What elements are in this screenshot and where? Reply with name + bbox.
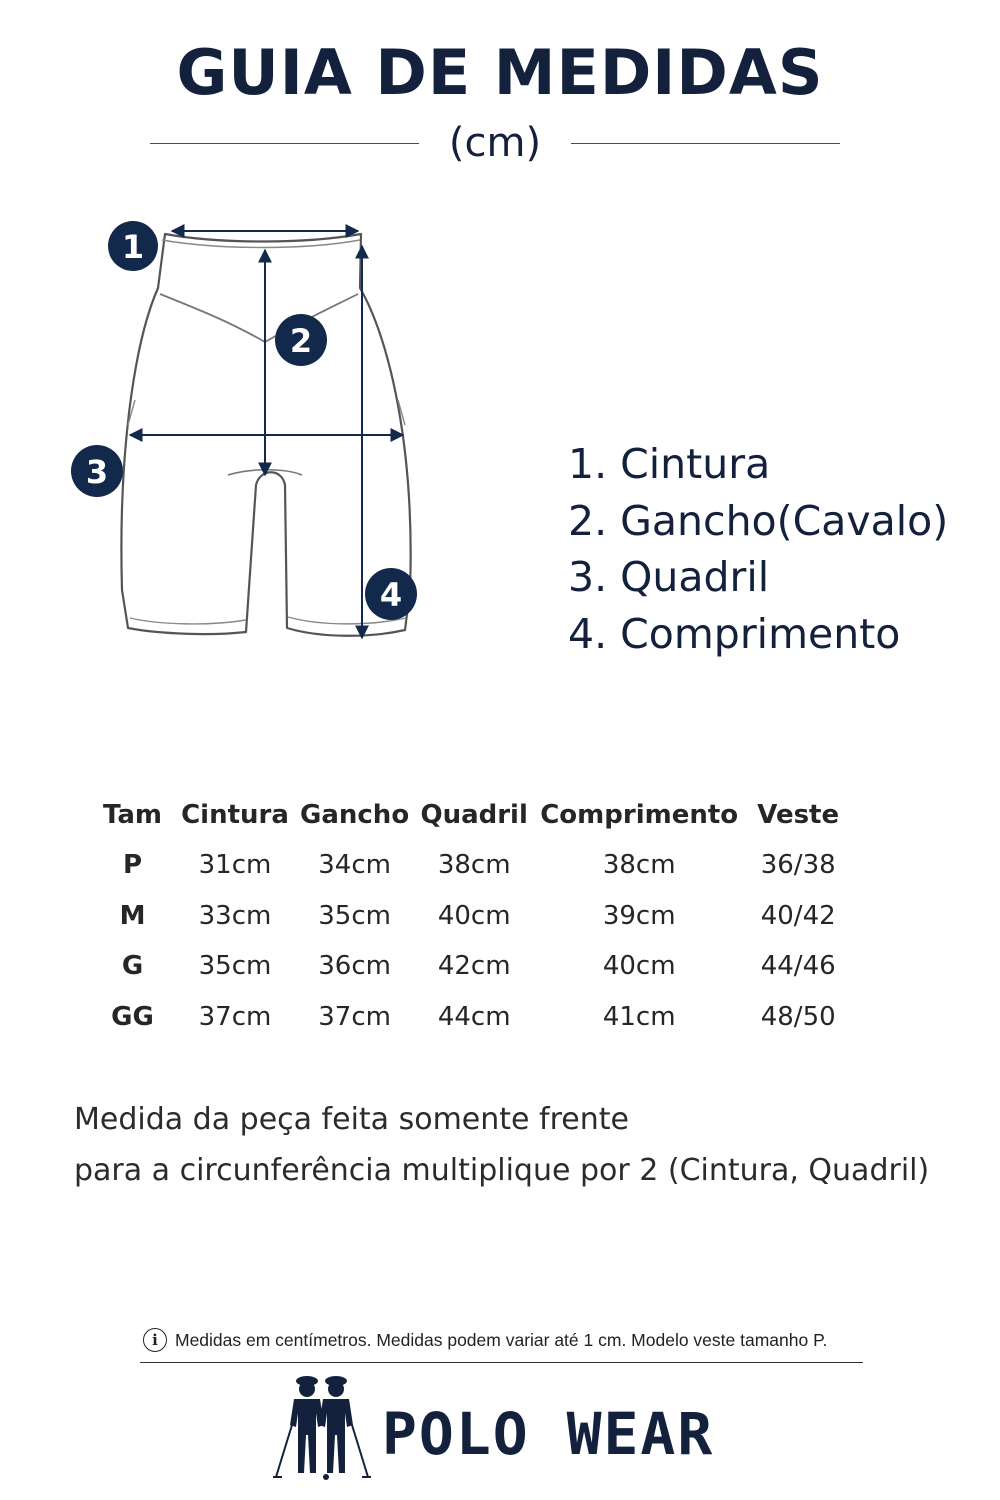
polo-players-logo-icon	[270, 1373, 374, 1483]
marker-3	[71, 445, 123, 497]
table-cell: G	[121, 951, 144, 982]
table-cell: 40cm	[437, 900, 511, 931]
size-table	[95, 790, 857, 1042]
measurement-note	[74, 1094, 929, 1196]
table-cell: 42cm	[437, 951, 511, 982]
svg-text:2: 2	[289, 322, 313, 360]
info-icon: i	[143, 1328, 167, 1352]
note-line-1: Medida da peça feita somente frente	[74, 1102, 629, 1137]
table-cell: 36/38	[760, 850, 836, 881]
table-row	[95, 941, 857, 992]
table-cell: 31cm	[198, 850, 272, 881]
table-cell: 37cm	[318, 1001, 391, 1032]
table-cell: 38cm	[437, 850, 511, 881]
table-header-row	[95, 790, 857, 840]
svg-text:3: 3	[85, 453, 109, 491]
info-disclaimer	[143, 1322, 863, 1358]
marker-1	[108, 221, 158, 271]
table-cell: P	[122, 850, 143, 881]
table-cell: 44/46	[760, 951, 836, 982]
table-cell: 38cm	[602, 850, 676, 881]
table-cell: 40/42	[760, 900, 836, 931]
page-title: GUIA DE MEDIDAS	[176, 36, 824, 109]
brand-logo: POLO WEAR	[382, 1400, 715, 1468]
table-cell: 39cm	[602, 900, 676, 931]
legend-item-quadril: 3. Quadril	[568, 553, 770, 601]
divider-right	[571, 143, 840, 144]
column-header: Comprimento	[540, 800, 739, 830]
table-row	[95, 992, 857, 1043]
info-text: Medidas em centímetros. Medidas podem variar até 1 cm. Modelo veste tamanho P.	[175, 1329, 828, 1350]
table-cell: 35cm	[198, 951, 272, 982]
unit-label: (cm)	[448, 120, 542, 166]
table-cell: 36cm	[318, 951, 391, 982]
table-row	[95, 891, 857, 942]
legend-item-comprimento: 4. Comprimento	[568, 609, 901, 658]
table-cell: 40cm	[602, 951, 676, 982]
unit-row	[150, 118, 840, 168]
marker-4	[365, 568, 417, 620]
column-header: Quadril	[420, 800, 528, 830]
measurement-legend	[568, 436, 948, 662]
note-line-2: para a circunferência multiplique por 2 (Cintura, Quadril)	[74, 1153, 930, 1188]
legend-item-cintura: 1. Cintura	[568, 440, 771, 488]
svg-text:1: 1	[121, 228, 145, 266]
table-cell: 34cm	[318, 850, 391, 881]
column-header: Veste	[757, 800, 840, 830]
table-cell: 35cm	[318, 900, 391, 931]
divider-left	[150, 143, 419, 144]
table-cell: M	[119, 900, 146, 931]
table-cell: 48/50	[760, 1001, 836, 1032]
table-cell: 44cm	[437, 1001, 511, 1032]
column-header: Gancho	[300, 800, 410, 830]
table-cell: 37cm	[198, 1001, 272, 1032]
marker-2	[275, 314, 327, 366]
svg-text:4: 4	[379, 576, 403, 614]
column-header: Cintura	[181, 800, 289, 830]
table-cell: 41cm	[602, 1001, 676, 1032]
table-cell: GG	[111, 1001, 154, 1032]
table-row	[95, 840, 857, 891]
table-cell: 33cm	[198, 900, 272, 931]
footer-divider	[140, 1362, 863, 1363]
legend-item-gancho: 2. Gancho(Cavalo)	[568, 496, 949, 545]
shorts-diagram	[60, 210, 440, 660]
column-header: Tam	[102, 800, 163, 830]
